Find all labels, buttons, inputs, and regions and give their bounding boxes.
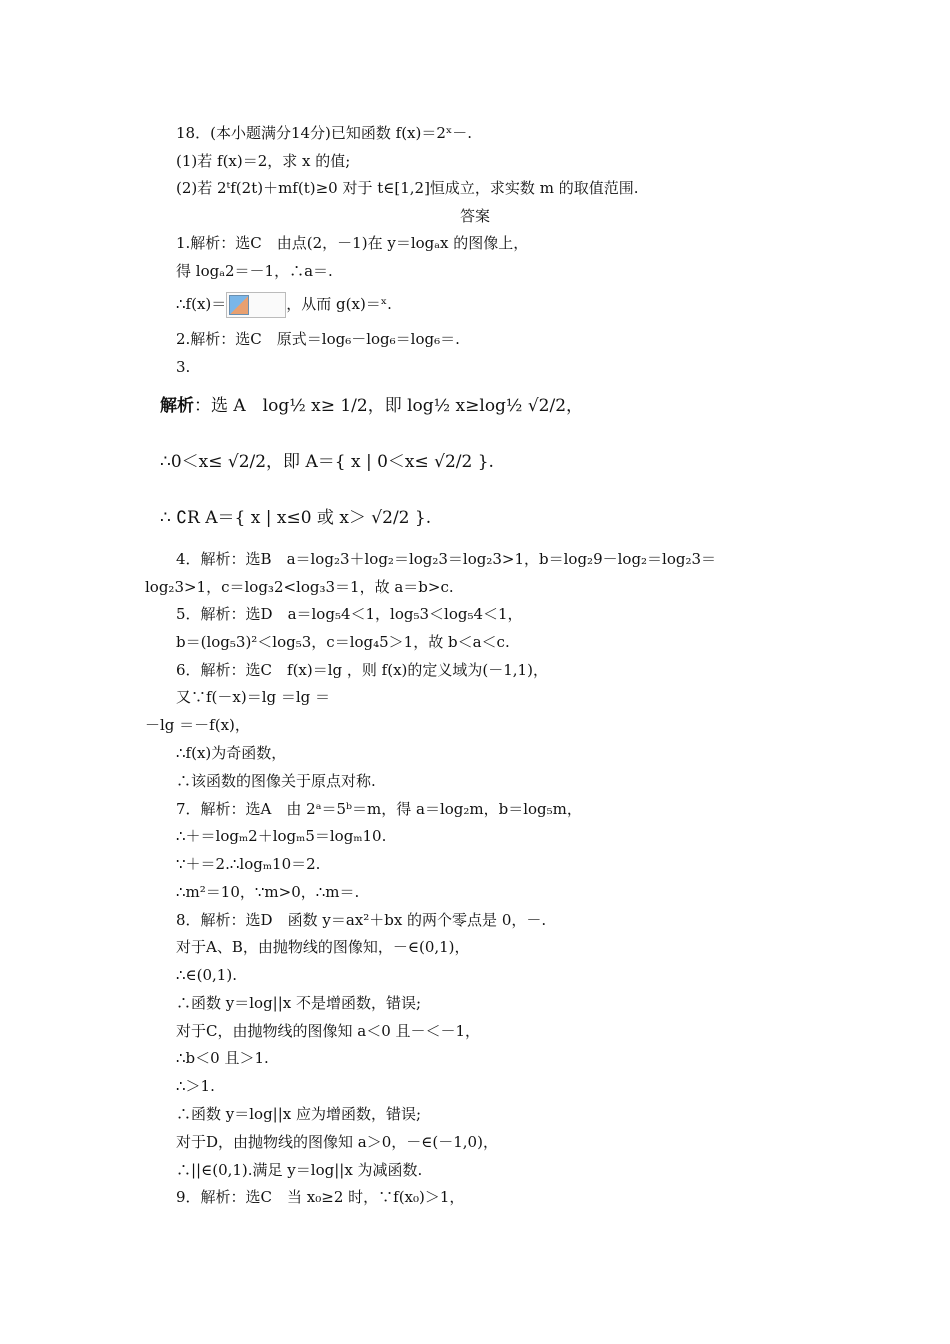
answer-6-line-5: ∴该函数的图像关于原点对称.: [176, 772, 376, 790]
answer-3-line-1: [160, 396, 583, 416]
answer-8-line-2: 对于A、B，由抛物线的图像知，－∈(0,1)，: [176, 938, 470, 956]
answer-4-line-2: log₂3>1，c＝log₃2<log₃3＝1，故 a＝b>c.: [145, 578, 454, 596]
answer-2: 2.解析：选C 原式＝log₆－log₆＝log₆＝.: [176, 330, 460, 348]
answer-7-line-1: 7．解析：选A 由 2ᵃ＝5ᵇ＝m，得 a＝log₂m，b＝log₅m，: [176, 800, 582, 818]
answer-3-number: 3.: [176, 358, 191, 376]
answer-1-line-3-prefix: ∴f(x)＝: [176, 295, 227, 313]
question-18-part-1: (1)若 f(x)＝2，求 x 的值;: [176, 152, 351, 170]
answer-8-line-7: ∴＞1.: [176, 1077, 215, 1095]
broken-image-icon: [226, 292, 286, 318]
answer-3-line-2: ∴0＜x≤ √2/2，即 A＝{ x | 0＜x≤ √2/2 }.: [160, 452, 494, 472]
answer-8-line-6: ∴b＜0 且＞1.: [176, 1049, 269, 1067]
answer-1-line-3: [176, 292, 392, 318]
answer-heading: 答案: [459, 207, 490, 225]
answer-6-line-4: ∴f(x)为奇函数，: [176, 744, 287, 762]
answer-7-line-2: ∴＋＝logₘ2＋logₘ5＝logₘ10.: [176, 827, 387, 845]
answer-9-line-1: 9．解析：选C 当 x₀≥2 时，∵f(x₀)＞1，: [176, 1188, 465, 1206]
answer-8-line-9: 对于D，由抛物线的图像知 a＞0，－∈(－1,0)，: [176, 1133, 498, 1151]
answer-8-line-1: 8．解析：选D 函数 y＝ax²＋bx 的两个零点是 0，－.: [176, 911, 547, 929]
answer-8-line-10: ∴||∈(0,1).满足 y＝log||x 为减函数.: [176, 1161, 423, 1179]
analysis-label: 解析: [160, 396, 194, 416]
answer-6-line-1: 6．解析：选C f(x)＝lg ，则 f(x)的定义域为(－1,1)，: [176, 661, 548, 679]
answer-8-line-4: ∴函数 y＝log||x 不是增函数，错误;: [176, 994, 422, 1012]
answer-6-line-3: －lg ＝－f(x)，: [145, 716, 250, 734]
answer-6-line-2: 又∵f(－x)＝lg ＝lg ＝: [176, 688, 331, 706]
answer-5-line-1: 5．解析：选D a＝log₅4＜1，log₅3＜log₅4＜1，: [176, 605, 523, 623]
question-18: 18．(本小题满分14分)已知函数 f(x)＝2ˣ－.: [176, 124, 473, 142]
answer-1-line-2: 得 logₐ2＝－1，∴a＝.: [176, 262, 333, 280]
answer-7-line-4: ∴m²＝10，∵m>0，∴m＝.: [176, 883, 360, 901]
answer-7-line-3: ∵＋＝2.∴logₘ10＝2.: [176, 855, 321, 873]
answer-8-line-8: ∴函数 y＝log||x 应为增函数，错误;: [176, 1105, 422, 1123]
answer-5-line-2: b＝(log₅3)²＜log₅3，c＝log₄5＞1，故 b＜a＜c.: [176, 633, 510, 651]
answer-1-line-3-suffix: ，从而 g(x)＝ˣ.: [286, 295, 392, 313]
answer-1-line-1: 1.解析：选C 由点(2，－1)在 y＝logₐx 的图像上，: [176, 234, 529, 252]
answer-8-line-3: ∴∈(0,1).: [176, 966, 237, 984]
answer-3-line-3: ∴ ∁R A＝{ x | x≤0 或 x＞ √2/2 }.: [160, 508, 432, 528]
answer-3-line-1-text: ：选 A log½ x≥ 1/2，即 log½ x≥log½ √2/2，: [194, 396, 584, 416]
question-18-part-2: (2)若 2ᵗf(2t)＋mf(t)≥0 对于 t∈[1,2]恒成立，求实数 m 的取值范围.: [176, 179, 639, 197]
answer-4-line-1: 4．解析：选B a＝log₂3＋log₂＝log₂3＝log₂3>1，b＝log₂9－log₂＝log₂3＝: [176, 550, 717, 568]
answer-8-line-5: 对于C，由抛物线的图像知 a＜0 且－＜－1，: [176, 1022, 481, 1040]
